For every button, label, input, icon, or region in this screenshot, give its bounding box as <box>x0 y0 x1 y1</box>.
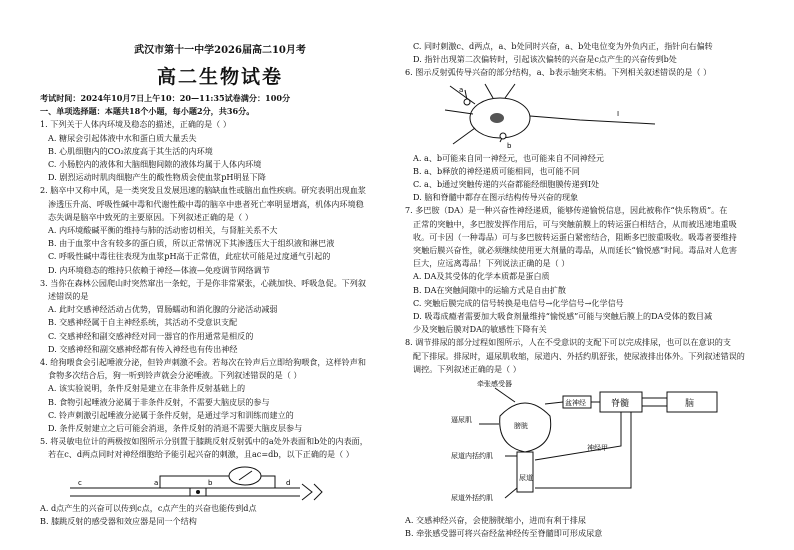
question-line: C. 同时刺激c、d两点，a、b处同时兴奋，a、b处电位变为外负内正，指针向右偏转 <box>413 41 713 51</box>
label-receptor: 牵张感受器 <box>477 380 512 389</box>
question-line: D. 剧烈运动时肌肉细胞产生的酸性物质会使血浆pH明显下降 <box>48 172 266 183</box>
q8-diagram <box>405 376 775 514</box>
neuron-nucleus <box>490 113 504 123</box>
question-line: C. 呼吸性碱中毒往往表现为血浆pH高于正常值，此症状可能是过度通气引起的 <box>48 251 331 262</box>
question-line: B. 食物引起唾液分泌属于非条件反射，不需要大脑皮层的参与 <box>48 396 270 407</box>
question-line: D. 吸毒成瘾者需要加大吸食剂量维持“愉悦感”可能与突触后膜上的DA受体的数目减 <box>413 311 713 322</box>
question-line: D. 交感神经和副交感神经都有传入神经也有传出神经 <box>48 343 238 354</box>
electrode-b-dot <box>196 490 200 494</box>
question-line: 7. 多巴胺（DA）是一种兴奋性神经递质，能够传递愉悦信息，因此被称作“快乐物质”。在 <box>405 205 728 216</box>
urethra-shape <box>517 452 533 492</box>
label-brain: 脑 <box>685 399 695 410</box>
question-line: A. 该实验说明，条件反射是建立在非条件反射基础上的 <box>48 383 246 394</box>
question-line: 收。可卡因（一种毒品）可与多巴胺转运蛋白紧密结合，阻断多巴胺重吸收。吸毒者要维持 <box>413 231 737 242</box>
question-line: A. DA及其受体的化学本质都是蛋白质 <box>413 271 550 282</box>
label-a: a <box>459 85 464 94</box>
question-line: D. 条件反射建立之后可能会消退，条件反射的消退不需要大脑皮层参与 <box>48 423 303 434</box>
exam-time: 考试时间：2024年10月7日上午10：20—11:35试卷满分：100分 <box>40 93 291 103</box>
question-line: 正常的突触中，多巴胺发挥作用后，可与突触前膜上的转运蛋白相结合，从而被迅速地重吸 <box>413 218 737 229</box>
school-name: 武汉市第十一中学2026届高二10月考 <box>134 45 306 56</box>
question-line: A. a、b可能来自同一神经元，也可能来自不同神经元 <box>413 152 604 163</box>
terminal-b <box>500 133 506 139</box>
outer-pointer <box>505 488 517 498</box>
axon <box>530 116 655 124</box>
question-line: A. 此时交感神经活动占优势，胃肠蠕动和消化腺的分泌活动减弱 <box>48 304 278 315</box>
label-urethra: 尿道 <box>519 474 533 483</box>
terminal-a <box>464 99 470 105</box>
q8-urination-svg <box>405 376 775 514</box>
question-line: 2. 脑卒中又称中风，是一类突发且发展迅速的脑缺血性或脑出血性疾病。研究表明出现血浆 <box>40 185 366 196</box>
right-top-lines <box>405 40 775 80</box>
question-line: 4. 给狗喂食会引起唾液分泌，但铃声刺激不会。若每次在铃声后立即给狗喂食，这样铃声和 <box>40 357 366 368</box>
question-line: B. 心肌细胞内的CO₂浓度高于其生活的内环境 <box>48 145 213 156</box>
label-pelvic: 盆神经 <box>565 399 586 408</box>
question-line: 1. 下列关于人体内环境及稳态的描述，正确的是（ ） <box>40 119 231 130</box>
exam-title: 高二生物试卷 <box>156 66 283 88</box>
question-line: C. 突触后膜完成的信号转换是电信号→化学信号→化学信号 <box>413 297 624 308</box>
synapse-end-2 <box>314 484 322 500</box>
question-line: 调控。下列叙述正确的是（ ） <box>413 363 521 374</box>
left-column <box>40 0 400 528</box>
question-line: D. 指针出现第二次偏转时，引起该次偏转的兴奋是c点产生的兴奋传到b处 <box>413 54 677 65</box>
question-line: 巨大，应远离毒品！下列说法正确的是（ ） <box>413 258 570 269</box>
question-line: B. 由于血浆中含有较多的蛋白质，所以正常情况下其渗透压大于组织液和淋巴液 <box>48 238 335 249</box>
label-spinal: 脊髓 <box>611 399 630 410</box>
question-line: 食物多次结合后，狗一听到铃声就会分泌唾液。下列叙述错误的是（ ） <box>48 370 302 381</box>
left-question-lines <box>40 118 400 461</box>
q8-option-b: B. 牵张感受器可将兴奋经盆神经传至脊髓即可形成尿意 <box>405 528 603 539</box>
question-line: D. 脑和脊髓中都存在图示结构传导兴奋的现象 <box>413 192 579 203</box>
question-line: A. 内环境酸碱平衡的维持与肺的活动密切相关，与肾脏关系不大 <box>48 225 278 236</box>
q5-diagram <box>40 462 400 502</box>
label-bladder: 膀胱 <box>514 422 528 431</box>
label-outer: 尿道外括约肌 <box>451 494 493 503</box>
question-line: 渗透压升高、呼吸性碱中毒和代谢性酸中毒的脑卒中患者死亡率明显增高，机体内环境稳 <box>48 198 364 209</box>
q5-nerve-svg <box>40 462 340 502</box>
q6-neuron-svg <box>405 80 705 152</box>
label-b: b <box>208 478 213 487</box>
question-line: 3. 当你在森林公园爬山时突然窜出一条蛇，于是你非常紧张，心跳加快、呼吸急促。下列叙 <box>40 277 366 288</box>
question-line: 配下排尿。排尿时，逼尿肌收缩，尿道内、外括约肌舒张，使尿液排出体外。下列叙述错误的 <box>413 350 745 361</box>
q5-option-a: A. d点产生的兴奋可以传到c点，c点产生的兴奋也能传到d点 <box>40 502 257 513</box>
question-line: 若在c、d两点同时对神经细胞给予能引起兴奋的刺激，且ac=db，以下正确的是（ ） <box>48 449 354 460</box>
spinal-brain-arrows <box>642 398 667 406</box>
synapse-end <box>302 484 312 500</box>
question-line: 态失调是脑卒中致死的主要原因。下列叙述正确的是（ ） <box>48 211 253 222</box>
question-line: 5. 将灵敏电位计的两极按如图所示分别置于膝跳反射反射弧中的a处外表面和b处的内表面， <box>40 436 368 447</box>
question-line: 少及突触后膜对DA的敏感性下降有关 <box>413 324 547 335</box>
receptor-pointer <box>495 388 515 402</box>
question-line: C. a、b通过突触传递的兴奋都能经细胞膜传递到I处 <box>413 179 600 190</box>
label-a: a <box>154 478 159 487</box>
right-mid-lines <box>405 152 775 376</box>
question-line: B. 交感神经属于自主神经系统，其活动不受意识支配 <box>48 317 238 328</box>
question-line: 6. 图示反射弧传导兴奋的部分结构，a、b表示轴突末梢。下列相关叙述错误的是（ ） <box>405 67 712 78</box>
q8-option-a: A. 交感神经兴奋，会使膀胱缩小，进而有利于排尿 <box>405 515 586 526</box>
question-line: 述错误的是 <box>48 291 89 302</box>
question-line: B. DA在突触间隙中的运输方式是自由扩散 <box>413 284 566 295</box>
q6-diagram <box>405 80 775 152</box>
label-inner: 尿道内括约肌 <box>451 452 493 461</box>
question-line: A. 糖尿会引起体液中水和蛋白质大量丢失 <box>48 132 197 143</box>
label-detrusor: 逼尿肌 <box>451 416 472 425</box>
question-line: 突触后膜兴奋性，就必须继续使用更大剂量的毒品，从而延长“愉悦感”时间。毒品对人危害 <box>413 245 737 256</box>
label-c: c <box>78 478 82 487</box>
lead-a <box>160 476 229 488</box>
label-b: b <box>507 141 512 150</box>
right-column <box>405 40 775 540</box>
question-line: C. 交感神经和副交感神经对同一器官的作用通常是相反的 <box>48 330 254 341</box>
q5-option-b: B. 膝跳反射的感受器和效应器是同一个结构 <box>40 515 197 526</box>
label-hypogastric: 神经甲 <box>587 444 608 453</box>
label-I: I <box>617 109 620 118</box>
question-line: C. 铃声刺激引起唾液分泌属于条件反射，是通过学习和训练而建立的 <box>48 409 294 420</box>
section-heading: 一、单项选择题：本题共18个小题，每小题2分，共36分。 <box>40 106 255 117</box>
question-line: D. 内环境稳态的维持只依赖于神经—体液—免疫调节网络调节 <box>48 264 270 275</box>
question-line: B. a、b释放的神经递质可能相同，也可能不同 <box>413 165 580 176</box>
label-d: d <box>286 478 291 487</box>
question-line: C. 小肠腔内的液体和大脑细胞间隙的液体均属于人体内环境 <box>48 159 262 170</box>
terminal-a-line <box>465 90 467 100</box>
lead-b <box>261 476 275 488</box>
question-line: 8. 调节排尿的部分过程如图所示，人在不受意识的支配下可以完成排尿，也可以在意识的支 <box>405 337 731 348</box>
